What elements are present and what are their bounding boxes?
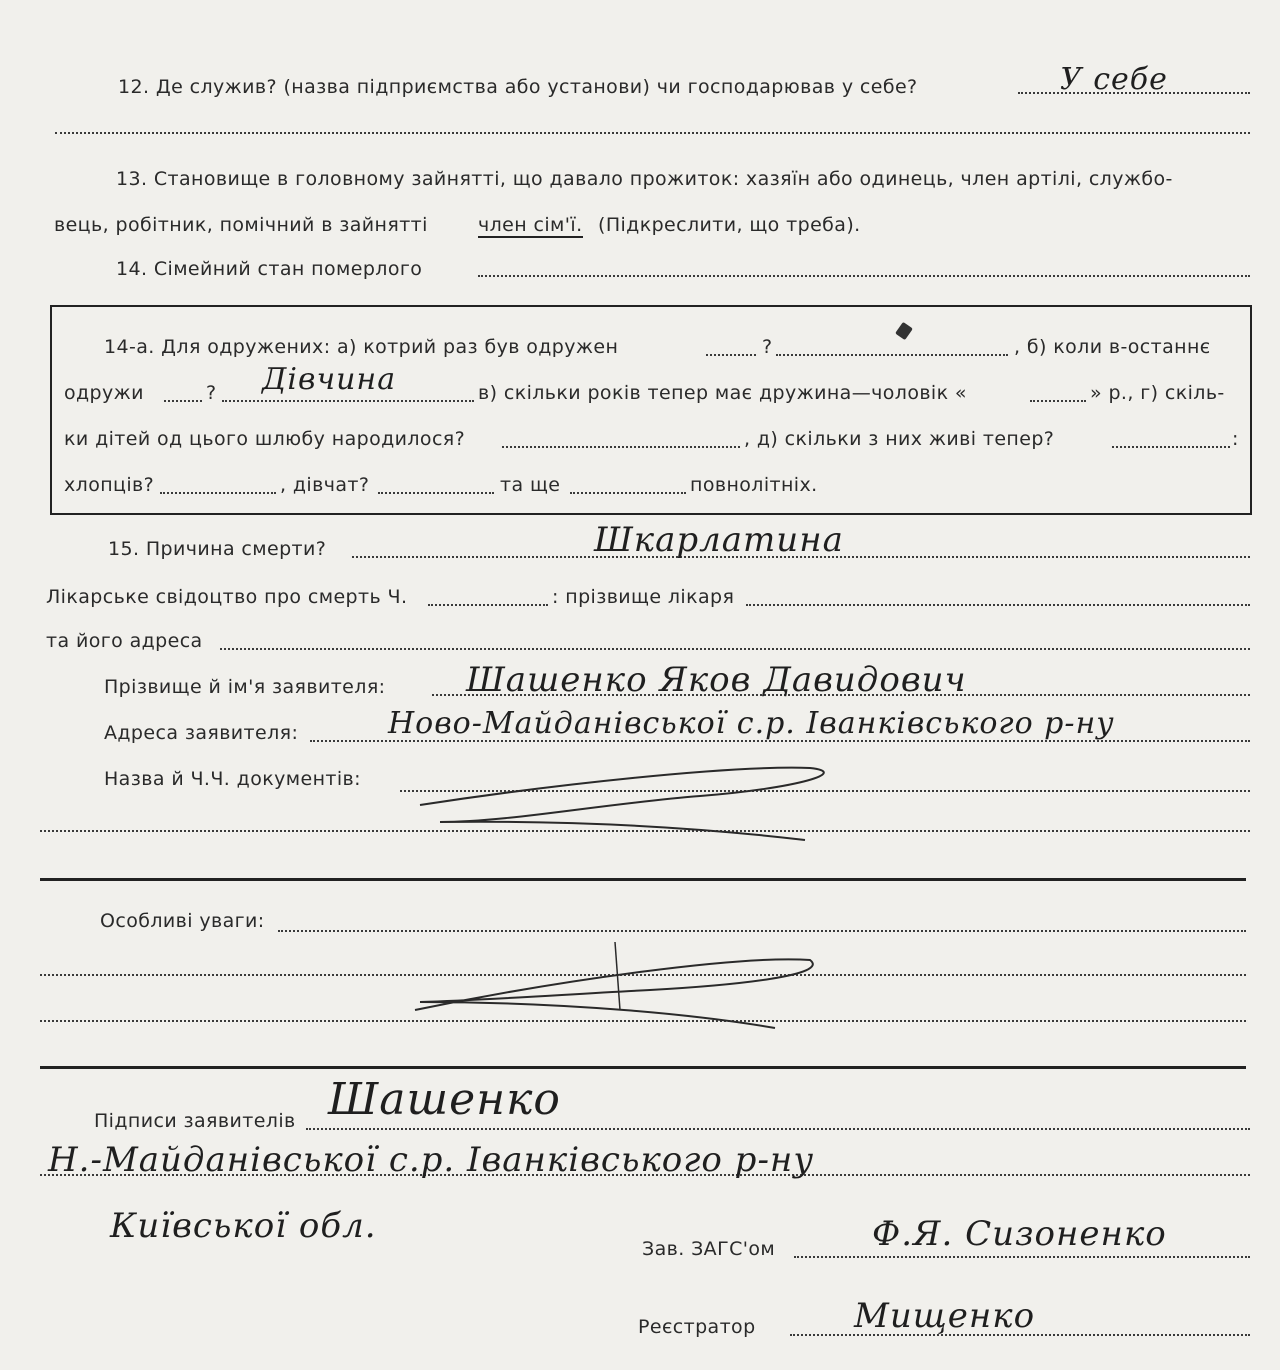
q14a-fill-5 [1030,400,1086,402]
q14a-fill-8 [160,492,276,494]
q14a-fill-10 [570,492,686,494]
q15-address-label: та його адреса [46,630,203,652]
cancel-stroke-1 [400,760,840,850]
q13-line1: 13. Становище в головному зайнятті, що давало прожиток: хазяїн або одинець, член артілі, службо- [116,168,1173,190]
registrar-label: Реєстратор [638,1316,756,1338]
applicant-signature-fill [306,1128,1250,1130]
q14a-line1-q: ? [762,336,773,358]
q15-cert-fill [428,604,548,606]
q14a-line4-d: повнолітніх. [690,474,818,496]
cancel-stroke-2 [410,940,830,1040]
applicant-address-label: Адреса заявителя: [104,722,299,744]
applicant-name-label: Прізвище й ім'я заявителя: [104,676,386,698]
notes-fill-1 [278,930,1246,932]
q15-address-fill [220,648,1250,650]
notes-label: Особливі уваги: [100,910,265,932]
q14a-marital-answer: Дівчина [262,362,397,397]
q14a-line3-a: ки дітей од цього шлюбу народилося? [64,428,466,450]
zags-head-label: Зав. ЗАГС'ом [642,1238,776,1260]
q14a-line1-a: 14-а. Для одружених: а) котрий раз був одружен [104,336,619,358]
q14a-line3-b: , д) скільки з них живі тепер? [744,428,1055,450]
q14a-line4-b: , дівчат? [280,474,370,496]
q13-underlined-choice: член сім'ї. [478,214,583,236]
q14a-line2-a: одружи [64,382,144,404]
zags-head-signature: Ф.Я. Сизоненко [872,1214,1167,1254]
q15-doctor-label: : прізвище лікаря [552,586,735,608]
registrar-signature: Мищенко [854,1296,1036,1336]
q12-fill-line-2 [55,132,1250,134]
q14a-fill-7 [1112,446,1230,448]
q14-label: 14. Сімейний стан померлого [116,258,423,280]
applicant-address-value: Ново-Майданівської с.р. Іванківського р-ну [388,706,1115,741]
applicant-name-value: Шашенко Яков Давидович [466,660,967,700]
applicant-signature: Шашенко [328,1074,561,1125]
section-divider-2 [40,1066,1246,1069]
applicant-docs-label: Назва й Ч.Ч. документів: [104,768,361,790]
q15-label: 15. Причина смерти? [108,538,327,560]
q14a-line2-q: ? [206,382,217,404]
q14a-fill-1 [706,354,756,356]
q15-cause-answer: Шкарлатина [594,520,844,560]
q14-fill-line [478,275,1250,277]
handwritten-line-2: Київської обл. [110,1206,377,1246]
q14a-fill-6 [502,446,740,448]
q14a-line4-a: хлопців? [64,474,155,496]
handwritten-line-1: Н.-Майданівської с.р. Іванківського р-ну [48,1140,815,1180]
q14a-fill-3 [164,400,202,402]
q14a-line4-c: та ще [500,474,561,496]
q13-line2-start: вець, робітник, помічний в зайнятті [54,214,428,236]
q14a-fill-9 [378,492,494,494]
q14a-line2-b: в) скільки років тепер має дружина—чоловік « [478,382,967,404]
q14a-line3-c: : [1232,428,1239,450]
q15-cert-label: Лікарське свідоцтво про смерть Ч. [46,586,408,608]
q14a-fill-2 [776,354,1008,356]
q15-doctor-fill [746,604,1250,606]
q12-answer: У себе [1060,62,1168,97]
q13-line2-end: (Підкреслити, що треба). [598,214,861,236]
q14a-fill-4 [222,400,474,402]
applicant-signature-label: Підписи заявителів [94,1110,296,1132]
section-divider-1 [40,878,1246,881]
zags-head-fill [794,1256,1250,1258]
q12-question: 12. Де служив? (назва підприємства або установи) чи господарював у себе? [118,76,918,98]
q14a-line2-c: » р., г) скіль- [1090,382,1225,404]
q14a-line1-b: , б) коли в-останнє [1014,336,1211,358]
